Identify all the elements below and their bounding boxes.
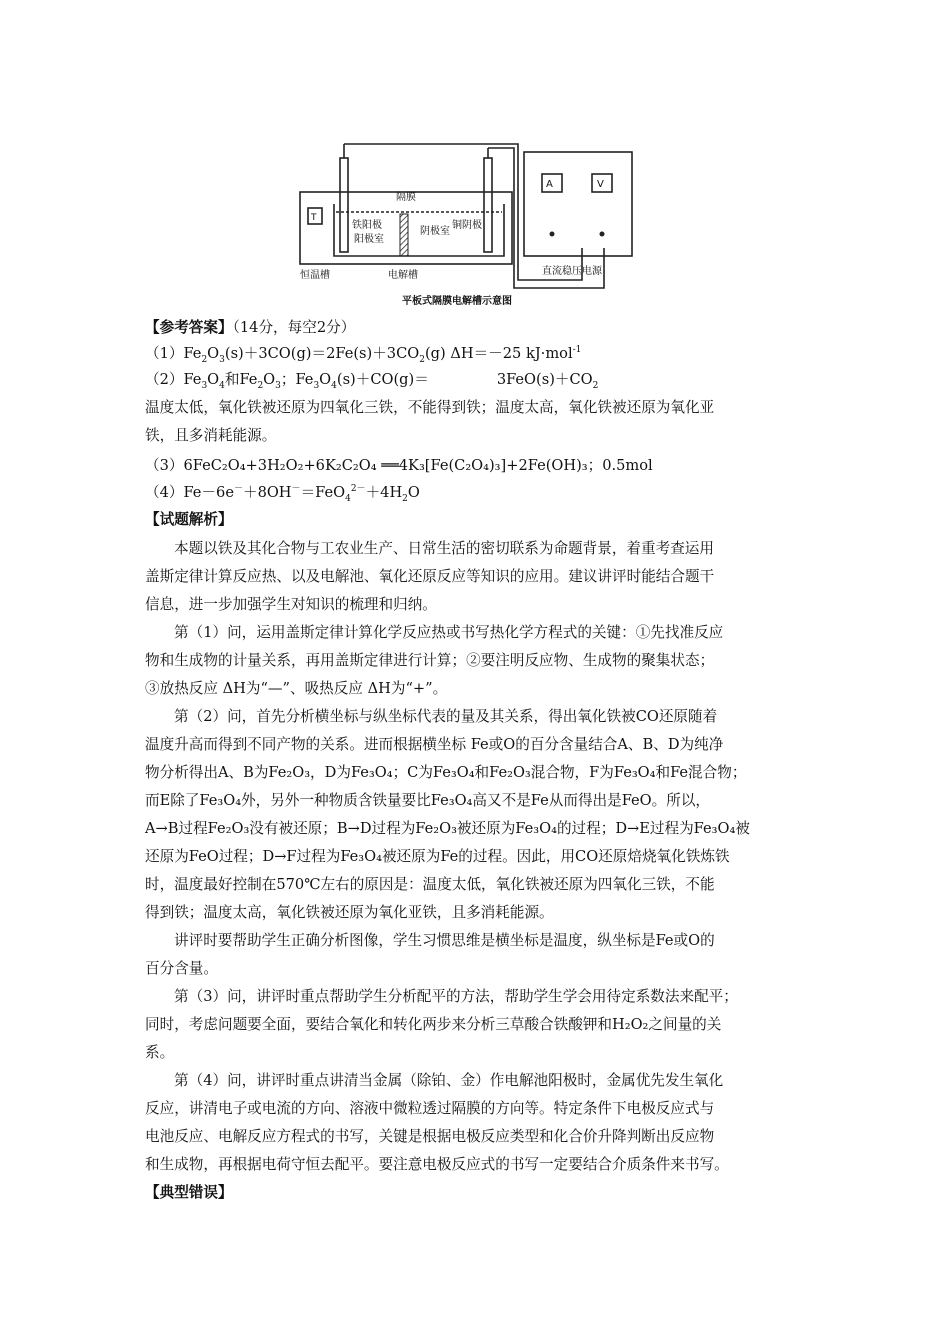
anode-chamber-label: 阳极室: [354, 234, 384, 245]
electrolytic-cell-label: 电解槽: [388, 270, 418, 281]
answer-score: （14分，每空2分）: [232, 319, 356, 336]
analysis-line: 第（3）问，讲评时重点帮助学生分析配平的方法，帮助学生学会用待定系数法来配平；: [174, 988, 738, 1005]
analysis-line: 盖斯定律计算反应热、以及电解池、氧化还原反应等知识的应用。建议讲评时能结合题干: [145, 568, 715, 585]
copper-cathode-label: 铜阴极: [452, 220, 482, 231]
analysis-line: 和生成物，再根据电荷守恒去配平。要注意电极反应式的书写一定要结合介质条件来书写。: [145, 1156, 729, 1173]
voltmeter-label: V: [597, 179, 604, 190]
analysis-line: 而E除了Fe₃O₄外，另外一种物质含铁量要比Fe₃O₄高又不是Fe从而得出是FeO。所以，: [145, 792, 711, 809]
analysis-line: 信息，进一步加强学生对知识的梳理和归纳。: [145, 596, 437, 613]
answer-q4: $(4)Fe-6e^-+8OH^-=FeO_4^{2-}+4H_2O$: [145, 484, 420, 504]
ammeter-label: A: [546, 179, 553, 190]
iron-anode-label: 铁阳极: [352, 220, 382, 231]
analysis-line: 电池反应、电解反应方程式的书写，关键是根据电极反应类型和化合价升降判断出反应物: [145, 1128, 715, 1145]
answer-q2-reason-1: 温度太低，氧化铁被还原为四氧化三铁，不能得到铁；温度太高，氧化铁被还原为氧化亚: [145, 399, 715, 416]
analysis-line: 时，温度最好控制在570℃左右的原因是：温度太低，氧化铁被还原为四氧化三铁，不能: [145, 876, 715, 893]
cathode-chamber-label: 阴极室: [420, 226, 450, 237]
analysis-line: 得到铁；温度太高，氧化铁被还原为氧化亚铁，且多消耗能源。: [145, 904, 554, 921]
answer-heading: 【参考答案】: [145, 319, 233, 336]
analysis-heading: 【试题解析】: [145, 511, 233, 528]
answer-q2: $(2)Fe_3O_4$和$Fe_2O_3$；$Fe_3O_4(s)+CO(g)= 3FeO(s)+CO_2$: [145, 371, 599, 391]
analysis-line: 还原为FeO过程；D→F过程为Fe₃O₄被还原为Fe的过程。因此，用CO还原焙烧氧化铁炼铁: [145, 848, 730, 865]
electrolysis-cell-diagram: [292, 138, 642, 310]
answer-heading-line: [145, 316, 815, 340]
answer-q2-reason-2: 铁，且多消耗能源。: [145, 427, 277, 444]
analysis-line: 第（4）问，讲评时重点讲清当金属（除铂、金）作电解池阳极时，金属优先发生氧化: [174, 1072, 724, 1089]
thermostat-bath-label: 恒温槽: [300, 270, 330, 281]
analysis-line: 同时，考虑问题要全面，要结合氧化和转化两步来分析三草酸合铁酸钾和H₂O₂之间量的关: [145, 1016, 722, 1033]
analysis-line: 第（1）问，运用盖斯定律计算化学反应热或书写热化学方程式的关键：①先找准反应: [174, 624, 724, 641]
analysis-line: 系。: [145, 1044, 175, 1061]
errors-heading: 【典型错误】: [145, 1184, 233, 1201]
analysis-line: 反应，讲清电子或电流的方向、溶液中微粒透过隔膜的方向等。特定条件下电极反应式与: [145, 1100, 715, 1117]
analysis-line: 第（2）问，首先分析横坐标与纵坐标代表的量及其关系，得出氧化铁被CO还原随着: [174, 708, 718, 725]
thermometer-label: T: [311, 213, 317, 223]
analysis-line: 温度升高而得到不同产物的关系。进而根据横坐标 Fe或O的百分含量结合A、B、D为纯净: [145, 736, 724, 753]
analysis-line: 百分含量。: [145, 960, 218, 977]
figure-caption: 平板式隔膜电解槽示意图: [402, 296, 512, 307]
dc-power-label: 直流稳压电源: [542, 266, 602, 277]
answer-q1: $(1)Fe_2O_3(s)+3CO(g)=2Fe(s)+3CO_2(g)$ ΔH＝－25 kJ·mol$^{-1}$: [145, 345, 582, 365]
analysis-line: A→B过程Fe₂O₃没有被还原；B→D过程为Fe₂O₃被还原为Fe₃O₄的过程；D→E过程为Fe₃O₄被: [145, 820, 750, 837]
membrane-label: 隔膜: [396, 192, 416, 203]
analysis-line: 物和生成物的计量关系，再用盖斯定律进行计算；②要注明反应物、生成物的聚集状态；: [145, 652, 715, 669]
analysis-line: 讲评时要帮助学生正确分析图像，学生习惯思维是横坐标是温度，纵坐标是Fe或O的: [174, 932, 715, 949]
answer-q3: （3）6FeC₂O₄+3H₂O₂+6K₂C₂O₄ ══4K₃[Fe(C₂O₄)₃]+2Fe(OH)₃；0.5mol: [145, 457, 653, 474]
analysis-line: ③放热反应 ΔH为“—”、吸热反应 ΔH为“+”。: [145, 680, 448, 697]
membrane: [400, 214, 408, 256]
analysis-line: 本题以铁及其化合物与工农业生产、日常生活的密切联系为命题背景，着重考查运用: [174, 540, 714, 557]
analysis-line: 物分析得出A、B为Fe₂O₃，D为Fe₃O₄；C为Fe₃O₄和Fe₂O₃混合物，F为Fe₃O₄和Fe混合物；: [145, 764, 747, 781]
